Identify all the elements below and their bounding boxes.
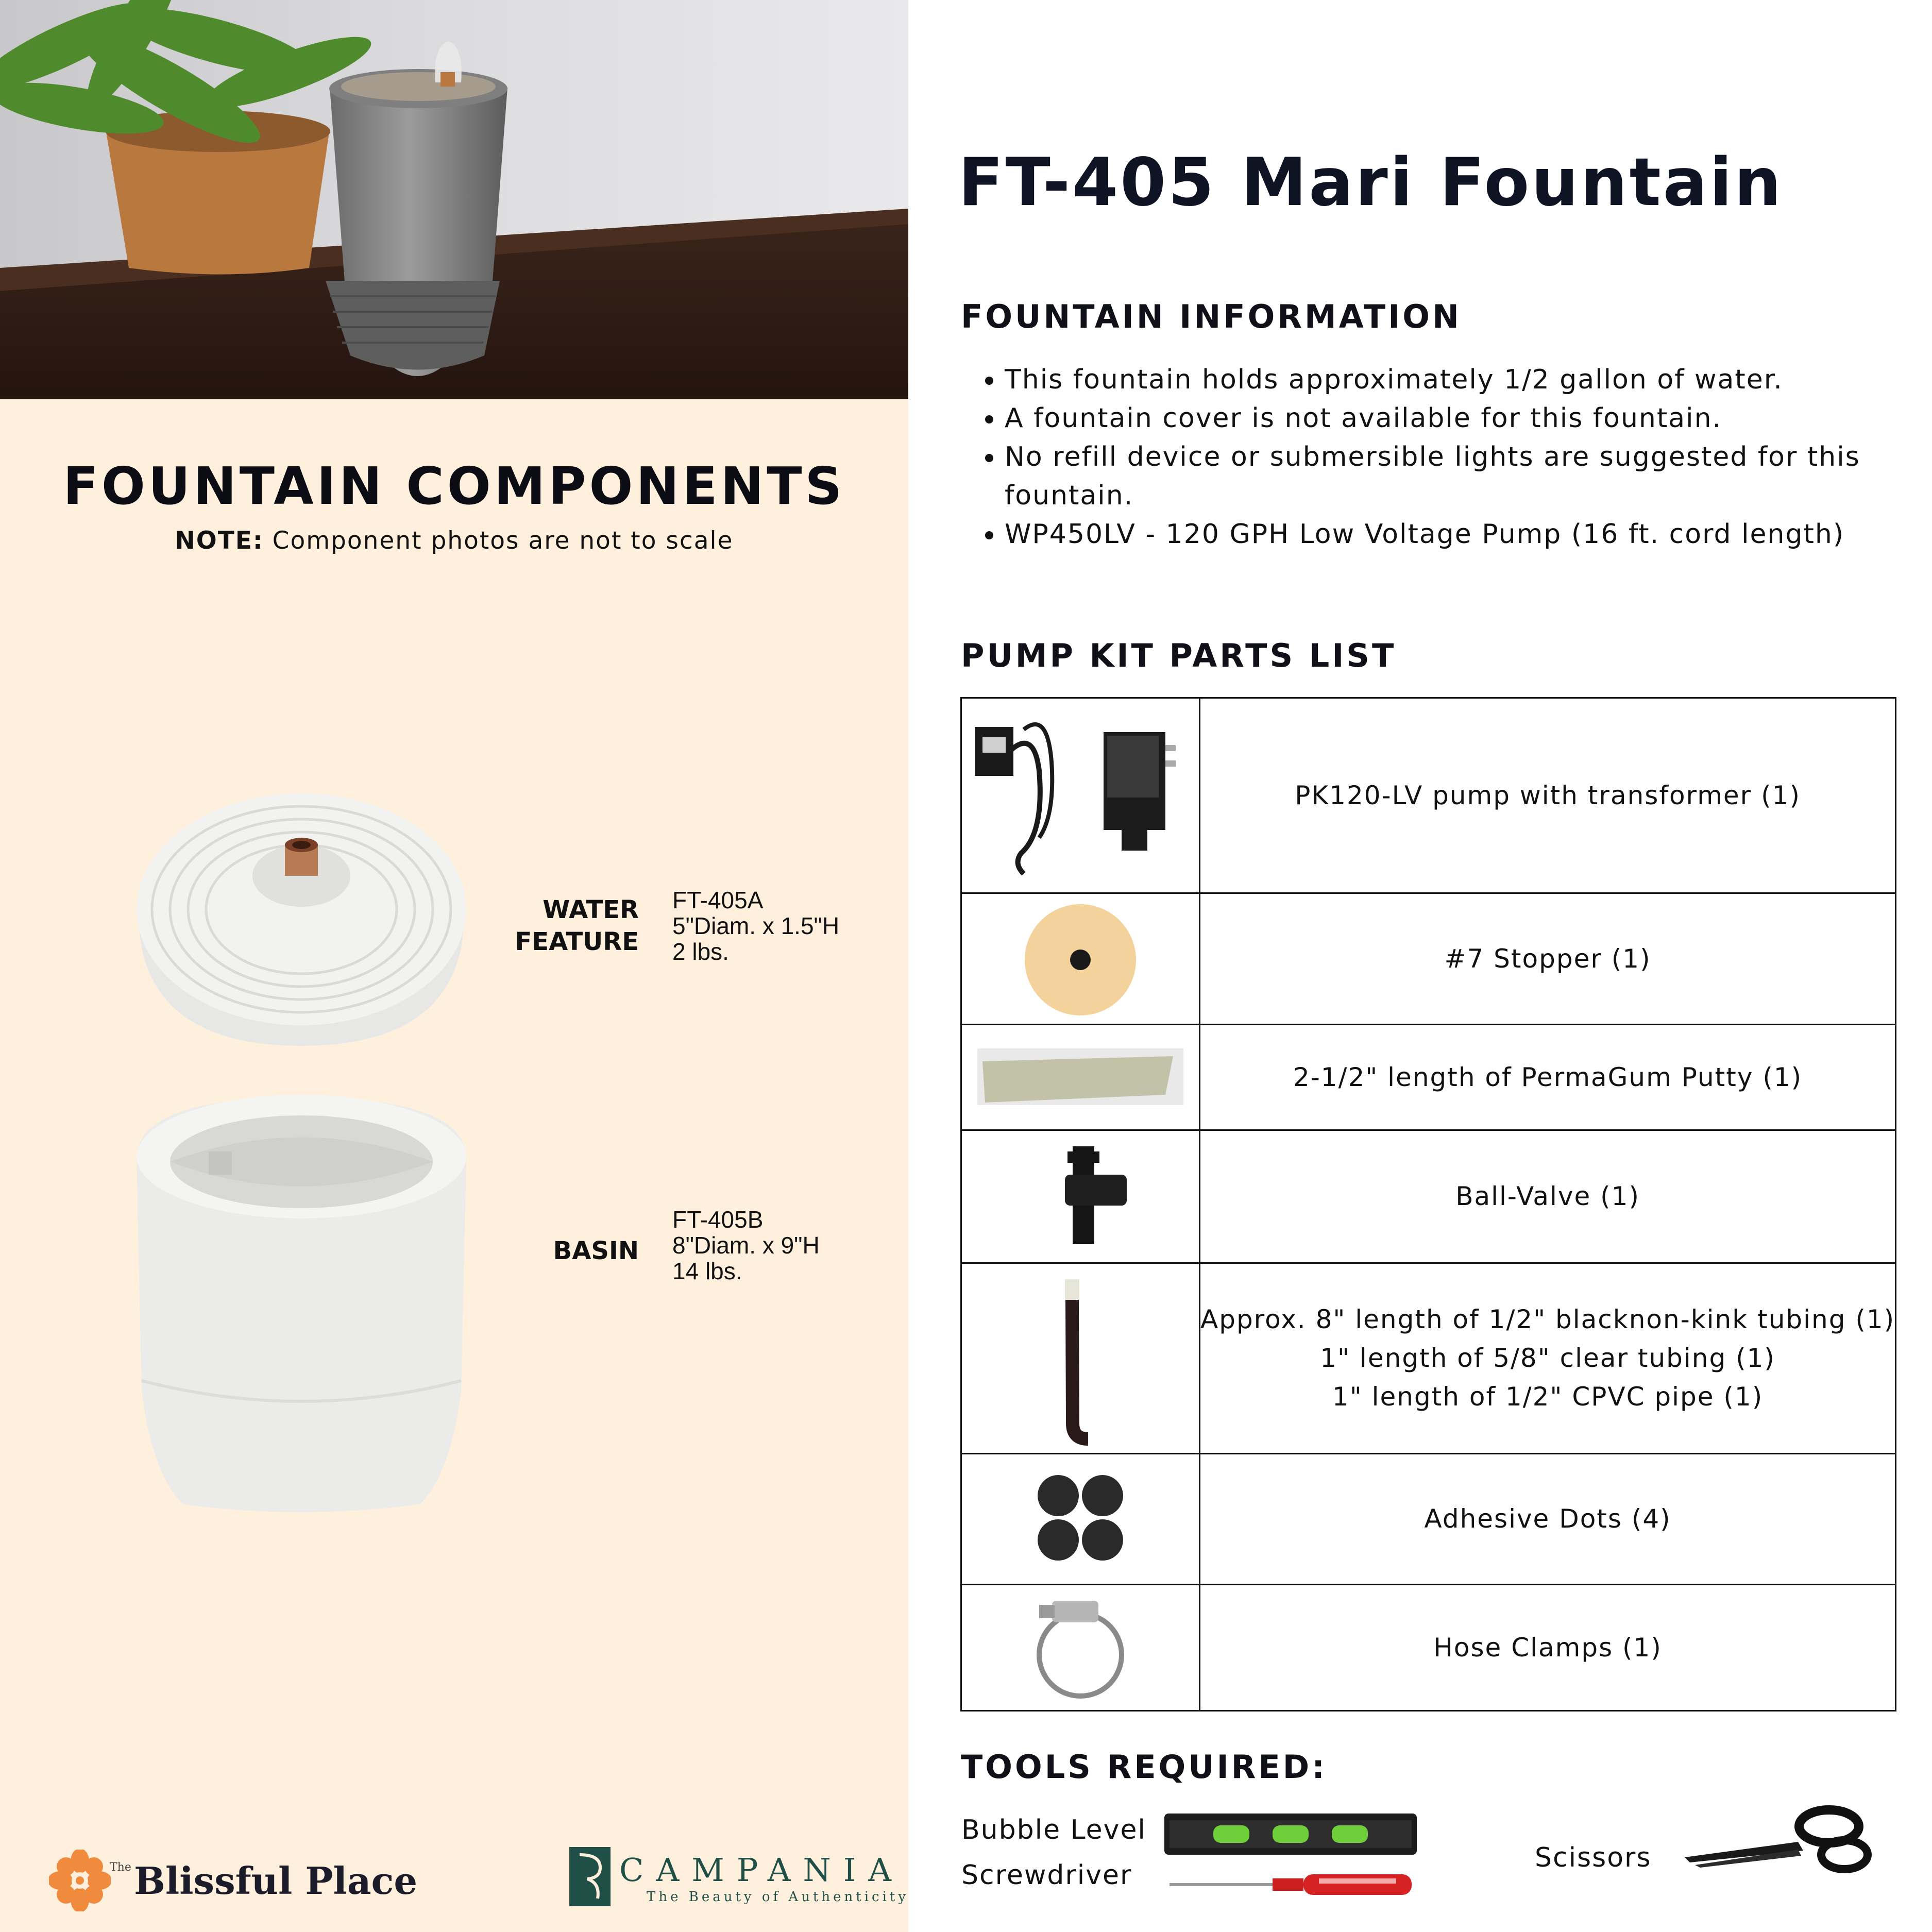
parts-row-text xyxy=(1200,1585,1896,1711)
basin-weight: 14 lbs. xyxy=(672,1258,742,1284)
flower-icon xyxy=(49,1850,111,1911)
info-item: • A fountain cover is not available for this fountain. xyxy=(1005,399,1922,438)
water-feature-specs xyxy=(672,887,839,964)
adhesive-dots-text: Adhesive Dots (4) xyxy=(1424,1504,1671,1534)
basin-specs xyxy=(672,1207,820,1284)
table-row xyxy=(961,1263,1896,1454)
tubing-text-line1: Approx. 8" length of 1/2" blacknon-kink tubing (1) xyxy=(1200,1304,1895,1334)
info-item: • This fountain holds approximately 1/2 gallon of water. xyxy=(1005,361,1922,399)
adhesive-dots-photo xyxy=(961,1454,1200,1585)
table-row xyxy=(961,1454,1896,1585)
note-label: NOTE: xyxy=(175,527,264,555)
putty-photo xyxy=(961,1025,1200,1130)
basin-size: 8"Diam. x 9"H xyxy=(672,1232,820,1259)
water-feature-weight: 2 lbs. xyxy=(672,938,729,965)
fountain-information-list xyxy=(976,361,1922,554)
pump-transformer-photo xyxy=(961,698,1200,893)
pump-transformer-text: PK120-LV pump with transformer (1) xyxy=(1295,780,1801,810)
tool-bubble-level: Bubble Level xyxy=(961,1815,1146,1845)
hose-clamp-photo xyxy=(961,1585,1200,1711)
info-item: • WP450LV - 120 GPH Low Voltage Pump (16 ft. cord length) xyxy=(1005,515,1922,554)
table-row xyxy=(961,893,1896,1025)
campania-name: CAMPANIA xyxy=(619,1851,904,1889)
table-row xyxy=(961,1130,1896,1263)
table-row xyxy=(961,1585,1896,1711)
basin-label xyxy=(433,1235,639,1267)
stopper-text: #7 Stopper (1) xyxy=(1444,943,1651,974)
campania-mark-icon xyxy=(569,1847,611,1906)
pump-kit-heading: PUMP KIT PARTS LIST xyxy=(961,637,1397,674)
ball-valve-photo xyxy=(961,1130,1200,1263)
table-row xyxy=(961,1025,1896,1130)
blissful-name: Blissful Place xyxy=(134,1859,418,1903)
components-heading: FOUNTAIN COMPONENTS xyxy=(63,456,845,516)
tubing-text-line2: 1" length of 5/8" clear tubing (1) xyxy=(1320,1343,1775,1373)
note-text: Component photos are not to scale xyxy=(272,527,734,555)
fountain-information-heading: FOUNTAIN INFORMATION xyxy=(961,298,1462,335)
parts-row-text xyxy=(1200,1025,1896,1130)
blissful-the: The xyxy=(110,1861,131,1874)
bubble-level-icon xyxy=(1164,1811,1417,1859)
table-row xyxy=(961,698,1896,893)
scissors-icon xyxy=(1680,1803,1875,1877)
info-item: • No refill device or submersible lights are suggested for this fountain. xyxy=(1005,438,1922,515)
water-feature-label-line2: FEATURE xyxy=(515,927,639,956)
basin-label-line1: BASIN xyxy=(553,1236,639,1265)
pump-kit-parts-table xyxy=(960,697,1896,1711)
tools-heading: TOOLS REQUIRED: xyxy=(961,1748,1328,1786)
hero-photo xyxy=(0,0,908,399)
tubing-text-line3: 1" length of 1/2" CPVC pipe (1) xyxy=(1332,1382,1764,1412)
tool-scissors: Scissors xyxy=(1535,1842,1652,1873)
water-feature-size: 5"Diam. x 1.5"H xyxy=(672,912,840,939)
water-feature-photo xyxy=(131,783,471,1053)
product-title: FT-405 Mari Fountain xyxy=(958,144,1784,221)
parts-row-text xyxy=(1200,1130,1896,1263)
hose-clamp-text: Hose Clamps (1) xyxy=(1433,1632,1662,1663)
water-feature-code: FT-405A xyxy=(672,887,764,913)
parts-row-text xyxy=(1200,1454,1896,1585)
screwdriver-icon xyxy=(1170,1869,1417,1902)
tubing-photo xyxy=(961,1263,1200,1454)
parts-row-text xyxy=(1200,698,1896,893)
tool-screwdriver: Screwdriver xyxy=(961,1860,1132,1891)
campania-tagline: The Beauty of Authenticity xyxy=(647,1889,909,1905)
ball-valve-text: Ball-Valve (1) xyxy=(1455,1181,1640,1211)
parts-row-text xyxy=(1200,1263,1896,1454)
parts-row-text xyxy=(1200,893,1896,1025)
stopper-photo xyxy=(961,893,1200,1025)
water-feature-label xyxy=(433,894,639,958)
basin-code: FT-405B xyxy=(672,1206,764,1233)
components-note xyxy=(0,527,908,555)
putty-text: 2-1/2" length of PermaGum Putty (1) xyxy=(1293,1062,1803,1092)
basin-photo xyxy=(131,1092,471,1522)
water-feature-label-line1: WATER xyxy=(543,895,639,924)
